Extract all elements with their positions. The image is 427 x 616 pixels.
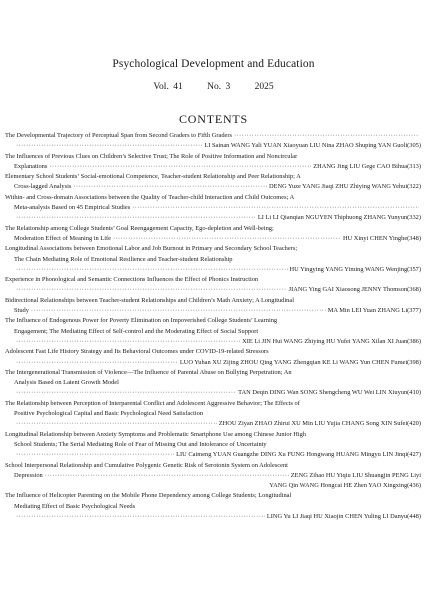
entry-title: Engagement; The Mediating Effect of Self-control and the Moderating Effect of Social Support bbox=[14, 327, 259, 335]
toc-entry[interactable] bbox=[5, 152, 421, 173]
entry-title: The Relationship between Perception of Interparental Conflict and Adolescent Aggressive Behavior; The Effects of bbox=[5, 399, 300, 407]
leader-dots bbox=[16, 337, 240, 347]
entry-authors: HU Xinyi CHEN Yinghe(348) bbox=[342, 234, 421, 242]
leader-dots bbox=[16, 265, 288, 275]
leader-dots bbox=[73, 182, 267, 192]
entry-title: The Developmental Trajectory of Perceptual Span from Second Graders to Fifth Graders bbox=[5, 132, 232, 139]
entry-authors: LI Li LI Qianqian NGUYEN Thiphuong ZHANG Yunyun(332) bbox=[257, 214, 421, 222]
entry-title: The Intergenerational Transmission of Violence—The Influence of Parental Abuse on Bullying Perpetration; An bbox=[5, 368, 292, 376]
entry-authors: LIU Caimeng YUAN Guangzhe DING Xu FUNG Hongwang HUANG Mingyu LIN Jinqi(427) bbox=[176, 451, 421, 459]
entry-title: Experience in Phonological and Semantic Connections Influences the Effect of Phonics Instruction bbox=[5, 276, 259, 284]
leader-dots bbox=[31, 306, 326, 316]
entry-title: Moderation Effect of Meaning in Life bbox=[14, 234, 111, 242]
entry-title: Explanations bbox=[14, 162, 48, 170]
journal-title: Psychological Development and Education bbox=[112, 58, 315, 70]
toc-entry[interactable] bbox=[5, 296, 421, 317]
leader-dots bbox=[113, 234, 341, 244]
toc-entry[interactable] bbox=[5, 430, 421, 461]
leader-dots bbox=[16, 141, 202, 151]
leader-dots bbox=[16, 512, 265, 522]
leader-dots bbox=[49, 162, 311, 172]
entry-authors: TAN Deqin DING Wan SONG Shengcheng WU Wei LIN Xiuyun(410) bbox=[238, 389, 421, 397]
volume: Vol. 41 bbox=[153, 82, 183, 92]
leader-dots bbox=[16, 213, 256, 223]
entry-authors: ZHANG Jing LIU Gege CAO Bihua(313) bbox=[313, 162, 421, 170]
leader-dots bbox=[16, 388, 236, 398]
entry-authors: MA Min LEI Yuan ZHANG Li(377) bbox=[327, 307, 421, 315]
entry-title: The Influences of Previous Clues on Children’s Selective Trust; The Role of Positive Information and Noncircular bbox=[5, 152, 298, 160]
year: 2025 bbox=[254, 82, 274, 92]
entry-title: School Interpersonal Relationship and Cumulative Polygenic Genetic Risk of Serotonin System on Adolescent bbox=[5, 461, 288, 469]
entry-authors: LI Sainan WANG Yali YUAN Xiaoyuan LIU Nina ZHAO Shuping YAN Guoli(305) bbox=[204, 142, 421, 150]
entry-authors: DENG Yuze YANG Jiaqi ZHU Zhiying WANG Yehui(322) bbox=[268, 183, 421, 191]
toc-entry[interactable] bbox=[5, 491, 421, 522]
toc-entry[interactable] bbox=[5, 399, 421, 430]
contents-heading: CONTENTS bbox=[178, 112, 249, 126]
table-of-contents bbox=[5, 131, 421, 522]
entry-title: Cross-lagged Analysis bbox=[14, 183, 72, 191]
entry-title: Adolescent Fast Life History Strategy and Its Behavioral Outcomes under COVID-19-related Stressors bbox=[5, 348, 269, 356]
leader-dots bbox=[16, 419, 217, 429]
entry-title: Bidirectional Relationships between Teacher-student Relationships and Children’s Math Anxiety; A Longitudinal bbox=[5, 296, 294, 304]
leader-dots bbox=[234, 131, 419, 141]
toc-entry[interactable] bbox=[5, 461, 421, 492]
entry-title: The Chain Mediating Role of Emotional Resilience and Teacher-student Relationship bbox=[14, 255, 233, 263]
entry-authors: LING Yu LI Jiaqi HU Xiaojin CHEN Yuling LI Danyu(448) bbox=[266, 512, 421, 520]
toc-entry[interactable] bbox=[5, 193, 421, 224]
leader-dots bbox=[45, 471, 289, 481]
toc-entry[interactable] bbox=[5, 224, 421, 245]
entry-title: Analysis Based on Latent Growth Model bbox=[14, 379, 119, 387]
entry-authors: JIANG Ying GAI Xiaosong JENNY Thomson(368) bbox=[288, 286, 421, 294]
leader-dots bbox=[16, 285, 287, 295]
entry-authors: LUO Yuhan XU Zijing ZHOU Qing YANG Zhengqian KE Li WANG Yun CHEN Fumei(398) bbox=[179, 358, 421, 366]
entry-title: Meta-analysis Based on 45 Empirical Studies bbox=[14, 204, 131, 212]
leader-dots bbox=[16, 358, 178, 368]
leader-dots bbox=[132, 203, 419, 213]
toc-entry[interactable] bbox=[5, 244, 421, 275]
entry-title: The Influence of Endogenous Power for Poverty Elimination on Impoverished College Students’ Learning bbox=[5, 317, 278, 325]
entry-title: Elementary School Students’ Social-emotional Competence, Teacher-student Relationship and Peer Relationship; A bbox=[5, 173, 301, 181]
entry-title: Within- and Cross-domain Associations between the Quality of Teacher-child Interaction and Child Outcomes; A bbox=[5, 193, 295, 201]
issue-number: No. 3 bbox=[207, 82, 231, 92]
entry-title: Depression bbox=[14, 471, 43, 479]
entry-title: Longitudinal Relationship between Anxiety Symptoms and Problematic Smartphone Use among Chinese Junior High bbox=[5, 430, 307, 438]
toc-entry[interactable] bbox=[5, 316, 421, 347]
toc-entry[interactable] bbox=[5, 275, 421, 296]
toc-entry[interactable] bbox=[5, 172, 421, 193]
issue-info bbox=[0, 82, 427, 92]
entry-authors: HU Yingying YANG Yiming WANG Wenjing(357) bbox=[289, 265, 421, 273]
toc-entry[interactable] bbox=[5, 131, 421, 152]
toc-entry[interactable] bbox=[5, 368, 421, 399]
entry-title: Longitudinal Associations between Emotional Labor and Job Burnout in Primary and Secondary School Teachers; bbox=[5, 245, 298, 253]
entry-authors: YANG Qin WANG Hongcai HE Zhen YAO Xingxing(436) bbox=[269, 482, 421, 490]
toc-entry[interactable] bbox=[5, 347, 421, 368]
entry-title: Mediating Effect of Basic Psychological Needs bbox=[14, 502, 136, 510]
entry-authors: ZHOU Ziyan ZHAO Zhirui XU Min LIU Yujia CHANG Song XIN Sufei(420) bbox=[218, 420, 421, 428]
entry-title: School Students; The Serial Mediating Role of Fear of Missing Out and Intolerance of Uncertainty bbox=[14, 440, 267, 448]
entry-authors: XIE Li JIN Hui WANG Zhiying HU Yufei YANG Xilan XI Juan(386) bbox=[242, 337, 421, 345]
entry-title: Positive Psychological Capital and Basic Psychological Need Satisfaction bbox=[14, 410, 204, 418]
entry-title: Study bbox=[14, 307, 29, 315]
entry-title: The Influence of Helicopter Parenting on the Mobile Phone Dependency among College Students; Longitudinal bbox=[5, 492, 292, 500]
entry-authors: ZENG Zihao HU Yiqiu LIU Shuangjin PENG Liyi bbox=[290, 471, 421, 479]
leader-dots bbox=[16, 450, 174, 460]
entry-title: The Relationship among College Students’ Goal Reengagement Capacity, Ego-depletion and Well-being; bbox=[5, 224, 274, 232]
